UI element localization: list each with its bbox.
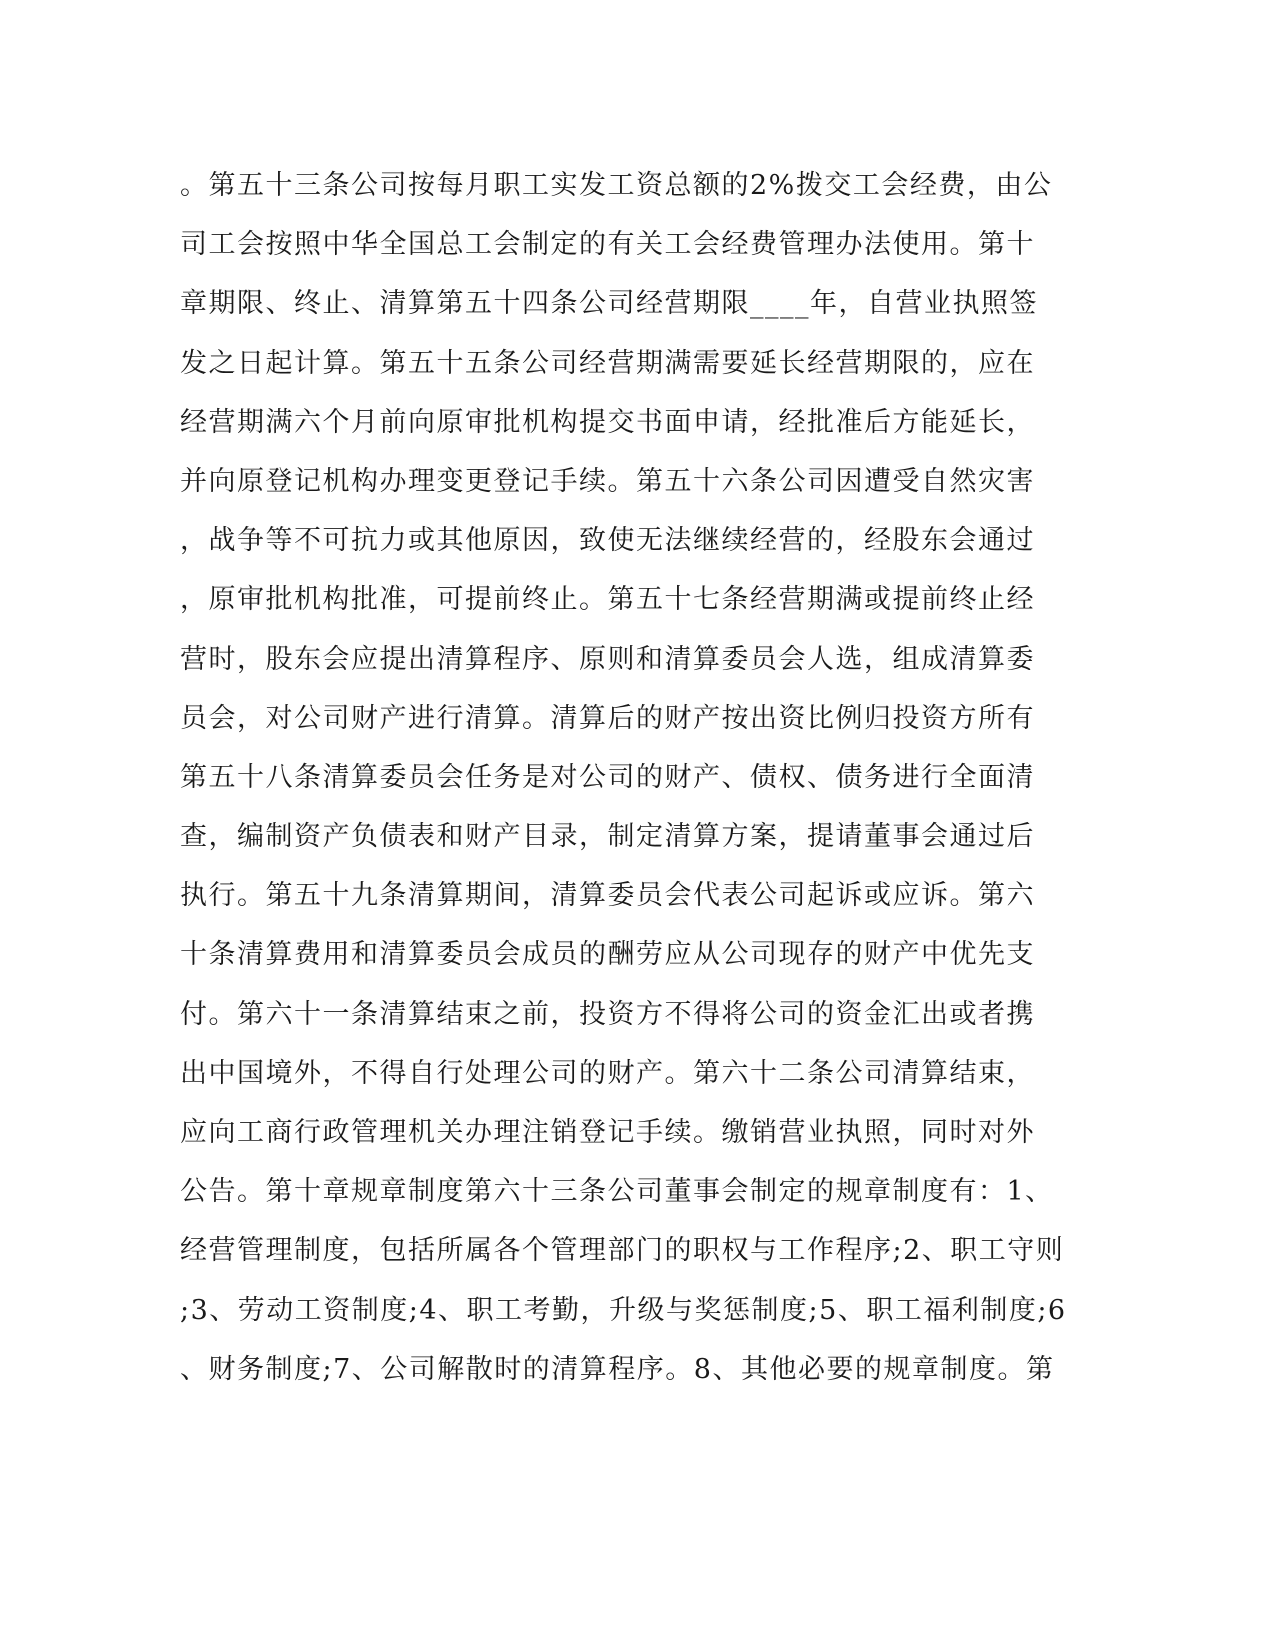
- text-line: ，原审批机构批准，可提前终止。第五十七条经营期满或提前终止经: [180, 584, 1035, 616]
- text-line: ;3、劳动工资制度;4、职工考勤，升级与奖惩制度;5、职工福利制度;6: [180, 1294, 1067, 1326]
- text-line: 、财务制度;7、公司解散时的清算程序。8、其他必要的规章制度。第: [180, 1353, 1055, 1385]
- text-line: 付。第六十一条清算结束之前，投资方不得将公司的资金汇出或者携: [180, 998, 1035, 1030]
- text-line: 执行。第五十九条清算期间，清算委员会代表公司起诉或应诉。第六: [180, 880, 1035, 912]
- text-line: 经营管理制度，包括所属各个管理部门的职权与工作程序;2、职工守则: [180, 1235, 1065, 1267]
- text-line: 并向原登记机构办理变更登记手续。第五十六条公司因遭受自然灾害: [180, 465, 1035, 497]
- text-line: 十条清算费用和清算委员会成员的酬劳应从公司现存的财产中优先支: [180, 939, 1035, 971]
- text-line: 出中国境外，不得自行处理公司的财产。第六十二条公司清算结束，: [180, 1057, 1035, 1089]
- text-line: 营时，股东会应提出清算程序、原则和清算委员会人选，组成清算委: [180, 643, 1035, 675]
- text-line: 查，编制资产负债表和财产目录，制定清算方案，提请董事会通过后: [180, 821, 1035, 853]
- text-line: 第五十八条清算委员会任务是对公司的财产、债权、债务进行全面清: [180, 761, 1035, 793]
- text-line: 。第五十三条公司按每月职工实发工资总额的2%拨交工会经费，由公: [180, 170, 1053, 201]
- text-line: 经营期满六个月前向原审批机构提交书面申请，经批准后方能延长，: [180, 406, 1035, 438]
- body-text: [180, 156, 1067, 1399]
- text-line: 章期限、终止、清算第五十四条公司经营期限____年，自营业执照签: [180, 288, 1038, 320]
- text-line: 司工会按照中华全国总工会制定的有关工会经费管理办法使用。第十: [180, 229, 1035, 261]
- text-line: 员会，对公司财产进行清算。清算后的财产按出资比例归投资方所有: [180, 702, 1035, 734]
- text-line: 应向工商行政管理机关办理注销登记手续。缴销营业执照，同时对外: [180, 1117, 1035, 1148]
- text-line: 公告。第十章规章制度第六十三条公司董事会制定的规章制度有：1、: [180, 1176, 1054, 1208]
- text-line: ，战争等不可抗力或其他原因，致使无法继续经营的，经股东会通过: [180, 525, 1035, 557]
- text-line: 发之日起计算。第五十五条公司经营期满需要延长经营期限的，应在: [180, 347, 1035, 379]
